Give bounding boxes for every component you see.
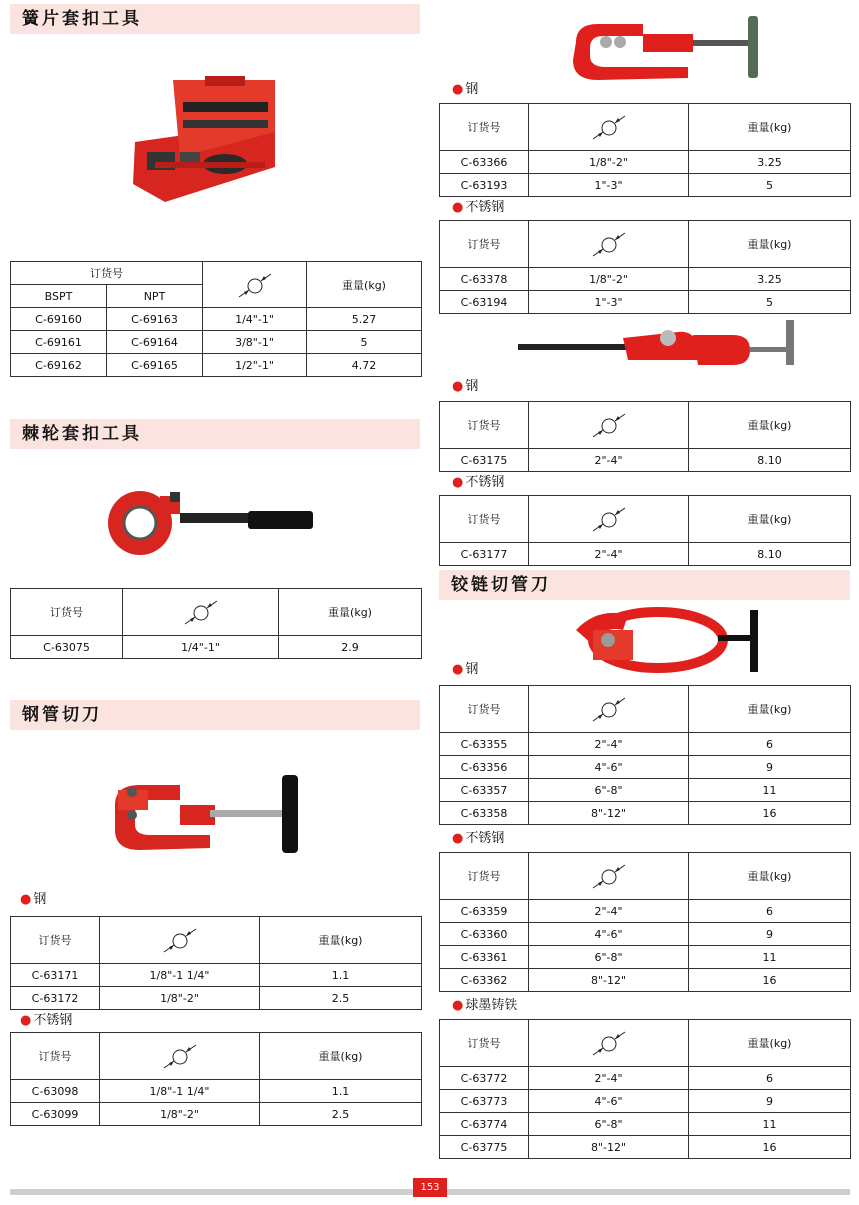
cell-order: C-63378 bbox=[440, 268, 529, 291]
pipe-cutter-steel-table bbox=[10, 916, 422, 1010]
cell-order: C-63175 bbox=[440, 449, 529, 472]
table-row bbox=[440, 268, 851, 291]
cell-size: 1/8"-2" bbox=[100, 987, 260, 1010]
cell-order: C-63099 bbox=[11, 1103, 100, 1126]
cell-order: C-63098 bbox=[11, 1080, 100, 1103]
col-npt: NPT bbox=[107, 285, 203, 308]
cell-weight: 9 bbox=[689, 1090, 851, 1113]
cell-order: C-63772 bbox=[440, 1067, 529, 1090]
table-row bbox=[11, 331, 422, 354]
pipe-diameter-icon bbox=[160, 1042, 200, 1070]
red-dot-icon: ● bbox=[452, 379, 464, 394]
cell-size: 4"-6" bbox=[529, 923, 689, 946]
table-row bbox=[11, 1103, 422, 1126]
cell-size: 4"-6" bbox=[529, 1090, 689, 1113]
cell-weight: 2.5 bbox=[260, 1103, 422, 1126]
red-dot-icon: ● bbox=[452, 998, 464, 1013]
subtitle-label: 不锈钢 bbox=[33, 1013, 73, 1028]
subtitle-label: 球墨铸铁 bbox=[465, 998, 518, 1013]
cell-weight: 2.5 bbox=[260, 987, 422, 1010]
cell-weight: 5 bbox=[689, 291, 851, 314]
cell-weight: 5.27 bbox=[307, 308, 422, 331]
col-order: 订货号 bbox=[11, 917, 100, 964]
section-title-ratchet-die: 棘轮套扣工具 bbox=[10, 419, 420, 449]
pipe-diameter-icon bbox=[235, 271, 275, 299]
cell-weight: 11 bbox=[689, 779, 851, 802]
col-size bbox=[529, 686, 689, 733]
page-number: 153 bbox=[413, 1178, 447, 1197]
pipe-diameter-icon bbox=[589, 862, 629, 890]
cell-size: 1/4"-1" bbox=[123, 636, 279, 659]
hinged-cutter-image bbox=[568, 605, 763, 675]
col-size bbox=[529, 853, 689, 900]
col-weight: 重量(kg) bbox=[279, 589, 422, 636]
table-row bbox=[11, 1080, 422, 1103]
cell-order: C-63361 bbox=[440, 946, 529, 969]
pipe-cutter-image bbox=[110, 770, 305, 855]
red-dot-icon: ● bbox=[452, 475, 464, 490]
cell-size: 1/8"-1 1/4" bbox=[100, 1080, 260, 1103]
cell-size: 6"-8" bbox=[529, 779, 689, 802]
cell-size: 1"-3" bbox=[529, 174, 689, 197]
col-weight: 重量(kg) bbox=[689, 402, 851, 449]
cell-weight: 16 bbox=[689, 802, 851, 825]
cutter-a-steel-table bbox=[439, 103, 851, 197]
subtitle-stainless bbox=[20, 1013, 72, 1029]
col-bspt: BSPT bbox=[11, 285, 107, 308]
cell-size: 8"-12" bbox=[529, 969, 689, 992]
subtitle-steel bbox=[452, 82, 478, 98]
table-row bbox=[11, 964, 422, 987]
col-size bbox=[100, 1033, 260, 1080]
cell-size: 1/8"-2" bbox=[529, 151, 689, 174]
col-order: 订货号 bbox=[440, 686, 529, 733]
table-row bbox=[440, 1067, 851, 1090]
hinged-ductile-table bbox=[439, 1019, 851, 1159]
cell-order: C-63773 bbox=[440, 1090, 529, 1113]
hinged-stainless-table bbox=[439, 852, 851, 992]
subtitle-stainless bbox=[452, 831, 504, 847]
cell-weight: 11 bbox=[689, 1113, 851, 1136]
cell-order: C-63075 bbox=[11, 636, 123, 659]
cell-order: C-63194 bbox=[440, 291, 529, 314]
cell-order: C-63774 bbox=[440, 1113, 529, 1136]
subtitle-label: 不锈钢 bbox=[465, 831, 505, 846]
cell-bspt: C-69160 bbox=[11, 308, 107, 331]
col-order: 订货号 bbox=[440, 1020, 529, 1067]
hinged-steel-table bbox=[439, 685, 851, 825]
subtitle-label: 钢 bbox=[465, 662, 479, 677]
pipe-cutter-b-image bbox=[518, 320, 803, 370]
section-title-hinged-cutter: 铰链切管刀 bbox=[439, 570, 850, 600]
cell-order: C-63357 bbox=[440, 779, 529, 802]
table-row bbox=[440, 151, 851, 174]
cell-weight: 4.72 bbox=[307, 354, 422, 377]
table-row bbox=[440, 449, 851, 472]
cell-size: 3/8"-1" bbox=[203, 331, 307, 354]
ratchet-die-image bbox=[100, 488, 315, 558]
cell-weight: 16 bbox=[689, 969, 851, 992]
subtitle-steel bbox=[452, 379, 478, 395]
cell-weight: 9 bbox=[689, 923, 851, 946]
cell-size: 1/8"-2" bbox=[100, 1103, 260, 1126]
pipe-diameter-icon bbox=[589, 113, 629, 141]
cell-order: C-63775 bbox=[440, 1136, 529, 1159]
table-row bbox=[440, 174, 851, 197]
table-row bbox=[440, 900, 851, 923]
cell-weight: 16 bbox=[689, 1136, 851, 1159]
cell-size: 2"-4" bbox=[529, 449, 689, 472]
red-dot-icon: ● bbox=[452, 831, 464, 846]
col-order: 订货号 bbox=[440, 221, 529, 268]
table-row bbox=[440, 1090, 851, 1113]
cell-size: 2"-4" bbox=[529, 1067, 689, 1090]
subtitle-label: 钢 bbox=[465, 379, 479, 394]
cell-npt: C-69165 bbox=[107, 354, 203, 377]
cell-npt: C-69164 bbox=[107, 331, 203, 354]
cell-order: C-63366 bbox=[440, 151, 529, 174]
subtitle-stainless bbox=[452, 200, 504, 216]
cell-order: C-63193 bbox=[440, 174, 529, 197]
col-size bbox=[529, 1020, 689, 1067]
subtitle-label: 钢 bbox=[33, 892, 47, 907]
table-row bbox=[440, 779, 851, 802]
pipe-cutter-stainless-table bbox=[10, 1032, 422, 1126]
table-row bbox=[440, 543, 851, 566]
table-row bbox=[11, 308, 422, 331]
col-order: 订货号 bbox=[440, 104, 529, 151]
subtitle-label: 钢 bbox=[465, 82, 479, 97]
col-order: 订货号 bbox=[11, 589, 123, 636]
red-dot-icon: ● bbox=[452, 662, 464, 677]
pipe-diameter-icon bbox=[589, 695, 629, 723]
col-size bbox=[123, 589, 279, 636]
cell-order: C-63355 bbox=[440, 733, 529, 756]
col-size bbox=[203, 262, 307, 308]
cell-weight: 6 bbox=[689, 733, 851, 756]
red-dot-icon: ● bbox=[452, 82, 464, 97]
col-order: 订货号 bbox=[11, 1033, 100, 1080]
cell-weight: 9 bbox=[689, 756, 851, 779]
pipe-diameter-icon bbox=[589, 505, 629, 533]
pipe-diameter-icon bbox=[160, 926, 200, 954]
pipe-diameter-icon bbox=[589, 411, 629, 439]
subtitle-steel bbox=[20, 892, 46, 908]
section-title-spring-die: 簧片套扣工具 bbox=[10, 4, 420, 34]
cutter-b-steel-table bbox=[439, 401, 851, 472]
col-weight: 重量(kg) bbox=[689, 686, 851, 733]
cell-weight: 5 bbox=[307, 331, 422, 354]
cutter-b-stainless-table bbox=[439, 495, 851, 566]
red-dot-icon: ● bbox=[20, 1013, 32, 1028]
col-weight: 重量(kg) bbox=[689, 221, 851, 268]
cell-size: 2"-4" bbox=[529, 733, 689, 756]
col-size bbox=[100, 917, 260, 964]
col-order: 订货号 bbox=[440, 853, 529, 900]
table-row bbox=[440, 1113, 851, 1136]
subtitle-label: 不锈钢 bbox=[465, 475, 505, 490]
pipe-diameter-icon bbox=[181, 598, 221, 626]
subtitle-label: 不锈钢 bbox=[465, 200, 505, 215]
cell-size: 2"-4" bbox=[529, 543, 689, 566]
cell-size: 6"-8" bbox=[529, 946, 689, 969]
col-weight: 重量(kg) bbox=[689, 104, 851, 151]
table-row bbox=[440, 923, 851, 946]
cell-size: 1/2"-1" bbox=[203, 354, 307, 377]
red-dot-icon: ● bbox=[20, 892, 32, 907]
cell-weight: 6 bbox=[689, 900, 851, 923]
table-row bbox=[440, 733, 851, 756]
cell-weight: 1.1 bbox=[260, 1080, 422, 1103]
col-size bbox=[529, 221, 689, 268]
col-weight: 重量(kg) bbox=[689, 496, 851, 543]
cell-bspt: C-69162 bbox=[11, 354, 107, 377]
table-row bbox=[440, 969, 851, 992]
table-row bbox=[440, 946, 851, 969]
table-row bbox=[11, 354, 422, 377]
cell-weight: 3.25 bbox=[689, 268, 851, 291]
pipe-diameter-icon bbox=[589, 1029, 629, 1057]
die-case-image bbox=[125, 72, 280, 207]
cell-order: C-63358 bbox=[440, 802, 529, 825]
col-weight: 重量(kg) bbox=[260, 917, 422, 964]
cell-bspt: C-69161 bbox=[11, 331, 107, 354]
cell-weight: 1.1 bbox=[260, 964, 422, 987]
col-order: 订货号 bbox=[11, 262, 203, 285]
cell-weight: 11 bbox=[689, 946, 851, 969]
cell-order: C-63177 bbox=[440, 543, 529, 566]
col-weight: 重量(kg) bbox=[307, 262, 422, 308]
pipe-cutter-a-image bbox=[568, 12, 773, 84]
subtitle-steel bbox=[452, 662, 478, 678]
cell-order: C-63360 bbox=[440, 923, 529, 946]
table-row bbox=[11, 636, 422, 659]
cell-weight: 8.10 bbox=[689, 543, 851, 566]
cell-order: C-63171 bbox=[11, 964, 100, 987]
section-title-pipe-cutter: 钢管切刀 bbox=[10, 700, 420, 730]
col-size bbox=[529, 402, 689, 449]
col-weight: 重量(kg) bbox=[689, 853, 851, 900]
cell-weight: 5 bbox=[689, 174, 851, 197]
col-size bbox=[529, 496, 689, 543]
table-row bbox=[440, 802, 851, 825]
cell-size: 8"-12" bbox=[529, 802, 689, 825]
cell-weight: 8.10 bbox=[689, 449, 851, 472]
subtitle-stainless bbox=[452, 475, 504, 491]
col-order: 订货号 bbox=[440, 496, 529, 543]
cell-order: C-63362 bbox=[440, 969, 529, 992]
cell-weight: 3.25 bbox=[689, 151, 851, 174]
red-dot-icon: ● bbox=[452, 200, 464, 215]
cell-size: 2"-4" bbox=[529, 900, 689, 923]
col-weight: 重量(kg) bbox=[260, 1033, 422, 1080]
table-row bbox=[440, 756, 851, 779]
col-weight: 重量(kg) bbox=[689, 1020, 851, 1067]
table-row bbox=[440, 291, 851, 314]
cell-npt: C-69163 bbox=[107, 308, 203, 331]
cell-order: C-63359 bbox=[440, 900, 529, 923]
cell-size: 1/8"-2" bbox=[529, 268, 689, 291]
cell-weight: 2.9 bbox=[279, 636, 422, 659]
cell-size: 6"-8" bbox=[529, 1113, 689, 1136]
cell-size: 1/8"-1 1/4" bbox=[100, 964, 260, 987]
subtitle-ductile-iron bbox=[452, 998, 517, 1014]
cell-size: 1"-3" bbox=[529, 291, 689, 314]
cell-weight: 6 bbox=[689, 1067, 851, 1090]
cell-order: C-63356 bbox=[440, 756, 529, 779]
pipe-diameter-icon bbox=[589, 230, 629, 258]
ratchet-die-table bbox=[10, 588, 422, 659]
table-row bbox=[440, 1136, 851, 1159]
col-size bbox=[529, 104, 689, 151]
table-row bbox=[11, 987, 422, 1010]
cell-size: 4"-6" bbox=[529, 756, 689, 779]
spring-die-table bbox=[10, 261, 422, 377]
cell-order: C-63172 bbox=[11, 987, 100, 1010]
col-order: 订货号 bbox=[440, 402, 529, 449]
cell-size: 8"-12" bbox=[529, 1136, 689, 1159]
cutter-a-stainless-table bbox=[439, 220, 851, 314]
cell-size: 1/4"-1" bbox=[203, 308, 307, 331]
